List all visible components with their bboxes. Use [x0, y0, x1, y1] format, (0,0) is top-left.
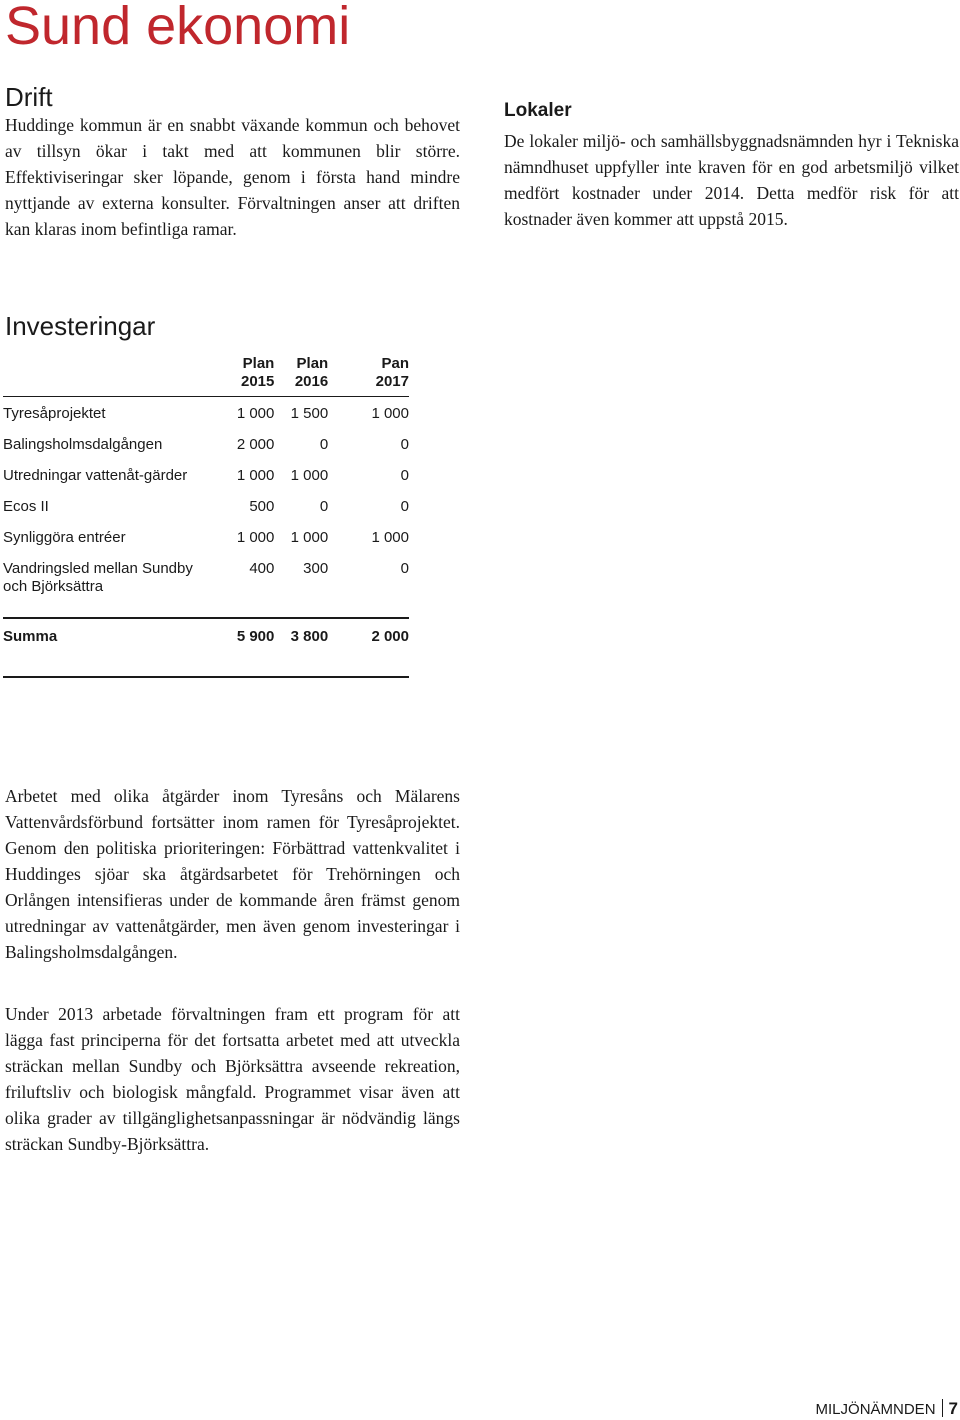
- cell-2015: 2 000: [236, 436, 275, 453]
- table-row: [3, 426, 409, 457]
- cell-2017: 1 000: [371, 529, 409, 546]
- row-name: Balingsholmsdalgången: [3, 436, 163, 453]
- investment-paragraph-2: Under 2013 arbetade förvaltningen fram ett program för att lägga fast principerna för det fortsatta arbetet med att utveckla sträckan mellan Sundby och Björksättra avseende rekreation, friluftsliv och biologisk mångfald. Programmet visar även att olika grader av tillgänglighetsanpassningar är nödvändig längs sträckan Sundby-Björksättra.: [5, 1004, 460, 1154]
- column-header-2015: Plan 2015: [240, 355, 275, 390]
- cell-2015: 1 000: [236, 405, 275, 422]
- summa-2016: 3 800: [290, 628, 329, 645]
- cell-2015: 1 000: [236, 529, 275, 546]
- lokaler-heading: Lokaler: [504, 100, 572, 121]
- cell-2016: 0: [319, 498, 329, 515]
- footer-section-name: MILJÖNÄMNDEN: [815, 1401, 936, 1418]
- row-name: Synliggöra entréer: [3, 529, 126, 546]
- footer-divider: [942, 1399, 943, 1417]
- table-header-row: [3, 355, 409, 397]
- table-row: [3, 519, 409, 550]
- table-header-empty: [3, 355, 234, 397]
- row-name: Vandringsled mellan Sundby och Björksättra: [3, 560, 193, 595]
- page-title: Sund ekonomi: [5, 0, 351, 56]
- cell-2016: 1 500: [290, 405, 329, 422]
- table-spacer-row: [3, 599, 409, 618]
- cell-2017: 0: [400, 560, 409, 577]
- cell-2017: 1 000: [371, 405, 409, 422]
- table-row: [3, 457, 409, 488]
- cell-2017: 0: [400, 467, 409, 484]
- page-number: 7: [948, 1399, 958, 1418]
- drift-text: Huddinge kommun är en snabbt växande kommun och behovet av tillsyn ökar i takt med att kommunen blir större. Effektiviseringar sker löpande, genom i första hand mindre nyttjande av externa konsulter. Förvaltningen anser att driften kan klaras inom befintliga ramar.: [5, 115, 460, 239]
- investment-table: [3, 355, 409, 678]
- row-name: Tyresåprojektet: [3, 405, 106, 422]
- table-row: [3, 550, 409, 599]
- cell-2015: 1 000: [236, 467, 275, 484]
- cell-2017: 0: [400, 436, 409, 453]
- page-footer: [816, 1399, 958, 1420]
- cell-2016: 1 000: [290, 467, 329, 484]
- cell-2016: 1 000: [290, 529, 329, 546]
- table-row: [3, 397, 409, 427]
- investeringar-heading: Investeringar: [5, 311, 156, 341]
- investment-paragraph-1: Arbetet med olika åtgärder inom Tyresåns och Mälarens Vattenvårdsförbund fortsätter inom ramen för Tyresåprojektet. Genom den politiska prioriteringen: Förbättrad vattenkvalitet i Huddinges sjöar ska åtgärdsarbetet för Trehörningen och Orlången intensifieras under de kommande åren främst genom utredningar av vattenåtgärder, men även genom investeringar i Balingsholmsdalgången.: [5, 786, 460, 962]
- table-row: [3, 488, 409, 519]
- cell-2016: 0: [319, 436, 329, 453]
- table-bottom-rule: [3, 677, 409, 678]
- cell-2015: 400: [249, 560, 275, 577]
- column-header-2017: Pan 2017: [375, 355, 409, 390]
- lokaler-text: De lokaler miljö- och samhällsbyggnadsnämnden hyr i Tekniska nämndhuset uppfyller inte kraven för en god arbetsmiljö vilket medfört kostnader under 2014. Detta medför risk för att kostnader även kommer att uppstå 2015.: [504, 131, 959, 229]
- summa-label: Summa: [3, 628, 58, 645]
- row-name: Ecos II: [3, 498, 49, 515]
- cell-2016: 300: [303, 560, 329, 577]
- summa-2015: 5 900: [236, 628, 275, 645]
- cell-2015: 500: [249, 498, 275, 515]
- row-name: Utredningar vattenåt-gärder: [3, 467, 188, 484]
- summa-row: [3, 618, 409, 677]
- drift-heading: Drift: [5, 82, 53, 112]
- summa-2017: 2 000: [371, 628, 409, 645]
- cell-2017: 0: [400, 498, 409, 515]
- column-header-2016: Plan 2016: [294, 355, 329, 390]
